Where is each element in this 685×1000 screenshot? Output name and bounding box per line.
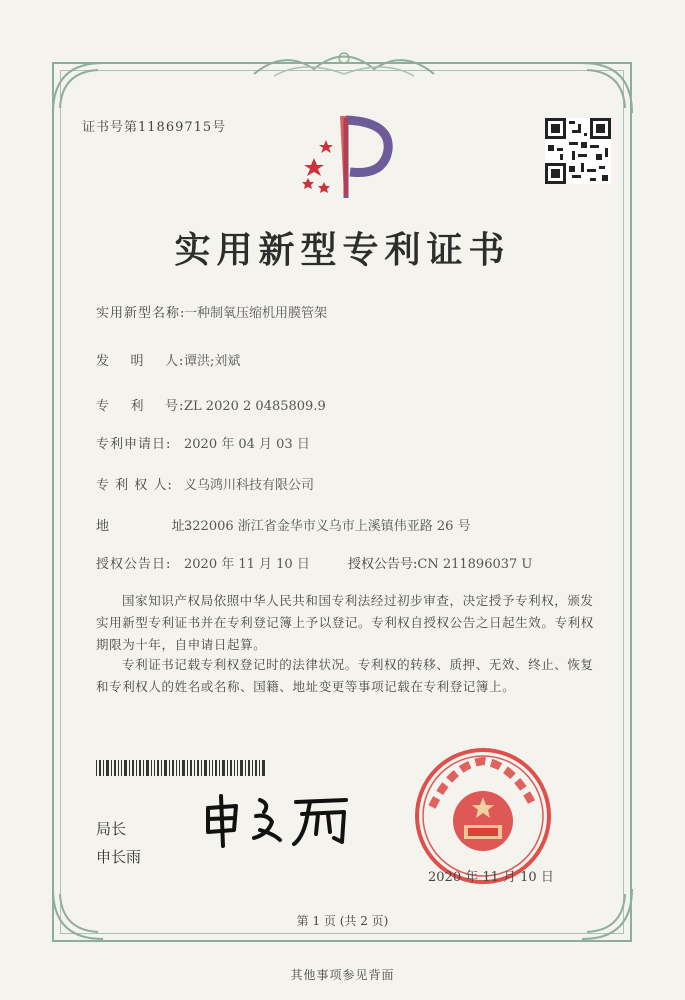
patent-office-logo: [296, 110, 396, 202]
seal-date: 2020 年 11 月 10 日: [428, 870, 554, 885]
field-value: 2020 年 11 月 10 日: [184, 557, 310, 572]
field-label: 实用新型名称:: [96, 306, 186, 321]
field-label: 专 利 权 人:: [96, 478, 173, 493]
certificate-number: 证书号第11869715号: [82, 120, 227, 135]
top-ornament-icon: [244, 44, 444, 84]
certificate-title: 实用新型专利证书: [174, 229, 511, 271]
field-utility-name: [96, 302, 327, 321]
footer-note: 其他事项参见背面: [290, 968, 395, 982]
field-value: CN 211896037 U: [417, 557, 533, 572]
field-value: ZL 2020 2 0485809.9: [184, 399, 326, 414]
field-value: 义乌鸿川科技有限公司: [184, 478, 315, 493]
corner-ornament-icon: [577, 58, 637, 118]
grant-statement: 国家知识产权局依照中华人民共和国专利法经过初步审查，决定授予专利权，颁发实用新型专利证书并在专利登记簿上予以登记。专利权自授权公告之日起生效。专利权期限为十年，自申请日起算。: [96, 593, 594, 652]
signature: [198, 790, 358, 850]
field-label: 发 明 人:: [96, 354, 185, 369]
field-grant-number: [348, 553, 532, 572]
field-label: 授权公告日:: [96, 557, 172, 572]
legal-status-note: 专利证书记载专利权登记时的法律状况。专利权的转移、质押、无效、终止、恢复和专利权人的姓名或名称、国籍、地址变更等事项记载在专利登记簿上。: [96, 657, 594, 694]
field-apply-date: [96, 433, 310, 452]
barcode: [96, 760, 266, 776]
field-patent-holder: [96, 474, 314, 493]
field-label: 地 址:: [96, 519, 191, 534]
field-address: [96, 515, 471, 534]
corner-ornament-icon: [48, 58, 108, 118]
field-value: 2020 年 04 月 03 日: [184, 437, 310, 452]
field-patent-number: [96, 395, 326, 414]
qr-code: [545, 118, 611, 184]
field-grant-date: [96, 553, 310, 572]
page-number: 第 1 页 (共 2 页): [296, 914, 389, 928]
field-value: 322006 浙江省金华市义乌市上溪镇伟亚路 26 号: [184, 519, 471, 534]
director-name: 申长雨: [96, 848, 142, 866]
director-title: 局长: [96, 820, 127, 838]
field-label: 专 利 号:: [96, 399, 185, 414]
field-value: 谭洪;刘斌: [184, 354, 241, 369]
field-value: 一种制氧压缩机用膜管架: [184, 306, 328, 321]
field-label: 专利申请日:: [96, 437, 172, 452]
field-label: 授权公告号:: [348, 557, 418, 572]
field-inventor: [96, 350, 240, 369]
